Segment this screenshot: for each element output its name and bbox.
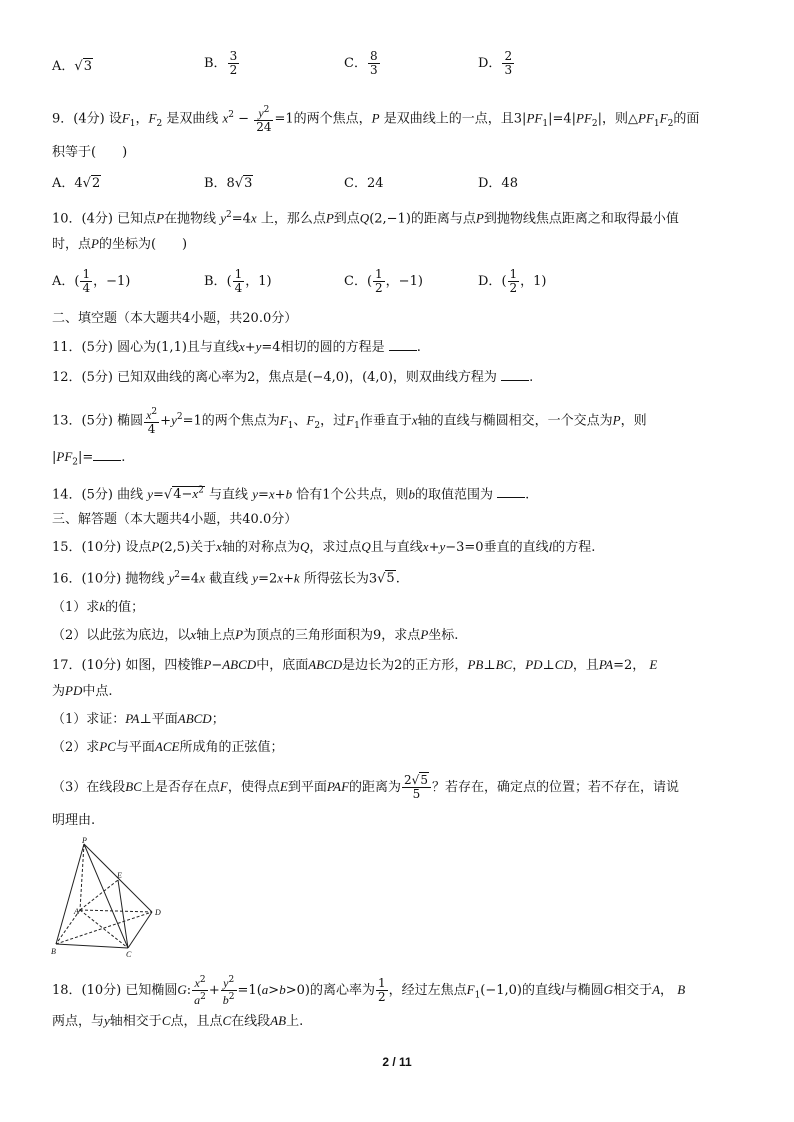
q17-part3: （3）在线段BC上是否存在点F，使得点E到平面PAF的距离为 $\frac{2√5}{5}$ ？若存在，确定点的位置；若不存在，请说 — [52, 773, 679, 801]
label-c: C — [126, 950, 132, 958]
q17-part3-cont: 明理由. — [52, 813, 96, 828]
q17-line1: 17．(10分) 如图，四棱锥P−ABCD中，底面ABCD是边长为2的正方形，PB⊥BC，PD⊥CD，且PA=2， E — [52, 657, 658, 673]
q15: 15．(10分) 设点P(2,5)关于x轴的对称点为Q，求过点Q且与直线x+y−3=0垂直的直线l的方程. — [52, 539, 596, 555]
q8-option-c: C． $\frac{8}{3}$ — [344, 49, 378, 77]
q17-part2: （2）求PC与平面ACE所成角的正弦值； — [52, 739, 284, 755]
q9-line1: 9．(4分) 设$F_1$，$F_2$ 是双曲线 $x^2$ − $\frac{y^2}{24}$ =1的两个焦点，P 是双曲线上的一点，且$3|PF_1|=4|PF_2|$，则$\triangle PF_1F_2$的面 — [52, 105, 700, 134]
label-a: A — [74, 907, 79, 916]
q17-line2: 为PD中点. — [52, 683, 113, 699]
q16-part1: （1）求k的值； — [52, 599, 145, 615]
q10-option-b: B．( $\frac{1}{4}$ ，1) — [204, 267, 272, 295]
q10-option-c: C．( $\frac{1}{2}$ ，−1) — [344, 267, 423, 295]
q9-option-a: A．4√2 — [52, 176, 101, 191]
section-2-heading: 二、填空题（本大题共4小题，共20.0分） — [52, 311, 298, 326]
pyramid-figure — [48, 836, 168, 958]
label-d: D — [155, 908, 161, 917]
page-number: 2 / 11 — [382, 1055, 412, 1069]
q10-line2: 时，点P的坐标为( ) — [52, 236, 188, 252]
q8-option-d: D． $\frac{2}{3}$ — [478, 49, 513, 77]
q16-part2: （2）以此弦为底边，以x轴上点P为顶点的三角形面积为9，求点P坐标. — [52, 627, 459, 643]
q16-stem: 16．(10分) 抛物线 $y^2=4x$ 截直线 y=2x+k 所得弦长为3√5. — [52, 570, 400, 587]
q9-line2: 积等于( ) — [52, 145, 128, 160]
label-e: E — [117, 871, 122, 880]
q18-line1: 18．(10分) 已知椭圆G: $\frac{x^2}{a^2}$ + $\frac{y^2}{b^2}$ =1(a>b>0)的离心率为 $\frac{1}{2}$ ，经过左焦点$F_1(-1,0)$的直线l与椭圆G相交于A， B — [52, 975, 686, 1007]
q13-line1: 13．(5分) 椭圆 $\frac{x^2}{4}$ $+y^2=1$的两个焦点为$F_1$、$F_2$，过$F_1$作垂直于x轴的直线与椭圆相交，一个交点为P，则 — [52, 407, 647, 436]
label-b: B — [51, 947, 56, 956]
q13-line2: $|PF_2|=$ . — [52, 449, 126, 468]
q9-option-d: D．48 — [478, 176, 518, 191]
q8-option-b: B． $\frac{3}{2}$ — [204, 49, 238, 77]
q9-option-c: C．24 — [344, 176, 384, 191]
q17-part1: （1）求证：PA⊥平面ABCD； — [52, 711, 225, 727]
q10-option-d: D．( $\frac{1}{2}$ ，1) — [478, 267, 547, 295]
q8-option-a: A．√3 — [52, 59, 92, 74]
q10-option-a: A．( $\frac{1}{4}$ ，−1) — [52, 267, 131, 295]
q11: 11．(5分) 圆心为(1,1)且与直线x+y=4相切的圆的方程是 . — [52, 339, 421, 355]
section-3-heading: 三、解答题（本大题共4小题，共40.0分） — [52, 512, 298, 527]
q18-line2: 两点，与y轴相交于C点，且点C在线段AB上. — [52, 1013, 304, 1029]
q14: 14．(5分) 曲线 $y=√4-x^2$ 与直线 y=x+b 恰有1个公共点，则b的取值范围为 . — [52, 486, 530, 503]
label-p: P — [82, 836, 87, 845]
q9-option-b: B．8√3 — [204, 176, 253, 191]
q12: 12．(5分) 已知双曲线的离心率为2，焦点是(−4,0)，(4,0)，则双曲线方程为 . — [52, 370, 534, 385]
q10-line1: 10．(4分) 已知点P在抛物线 $y^2=4x$ 上，那么点P到点Q(2,−1)的距离与点P到抛物线焦点距离之和取得最小值 — [52, 210, 679, 227]
